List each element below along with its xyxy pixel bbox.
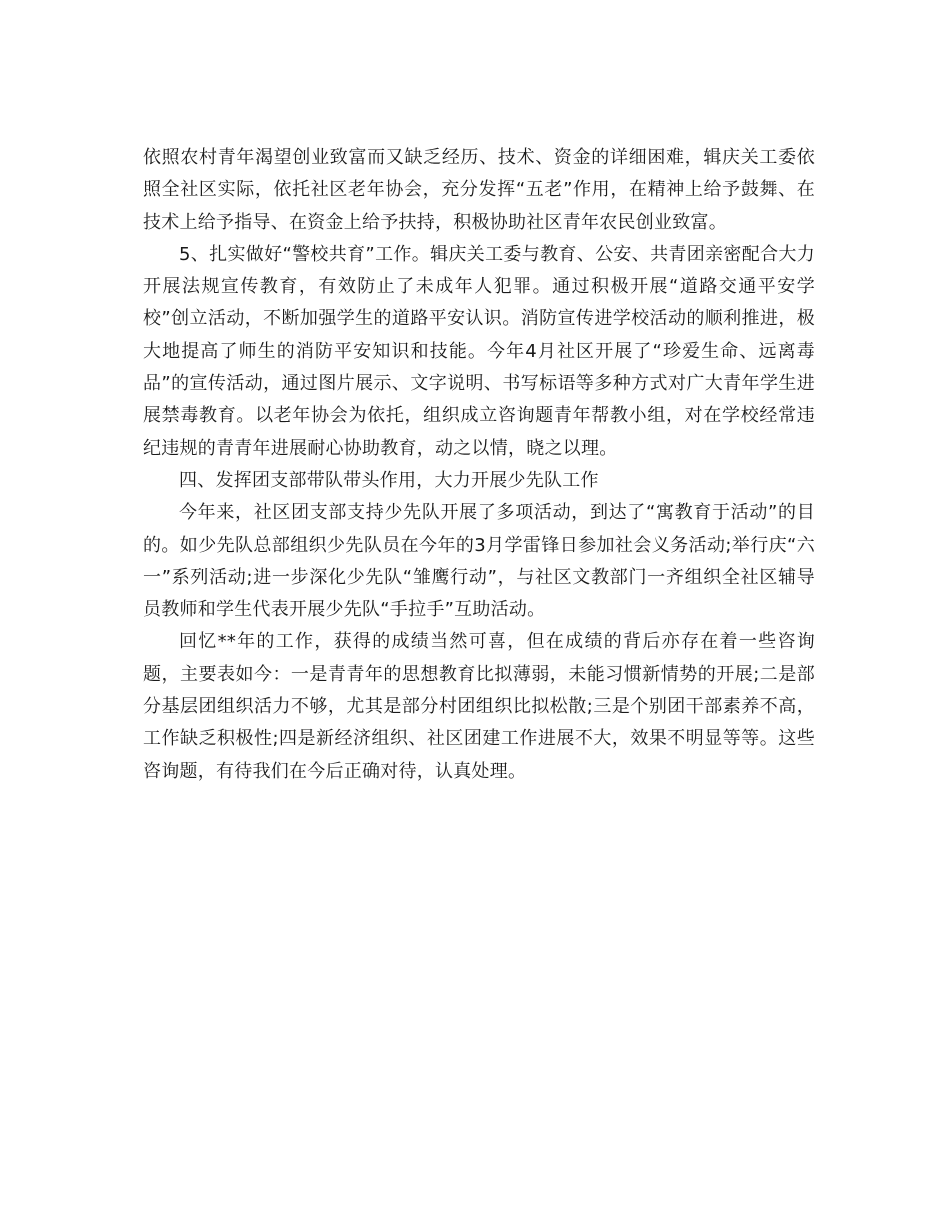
paragraph-review-and-problems: 回忆**年的工作，获得的成绩当然可喜，但在成绩的背后亦存在着一些咨询题，主要表如今：一是青青年的思想教育比拟薄弱，未能习惯新情势的开展;二是部分基层团组织活力不够，尤其是部分村团组织比拟松散;三是个别团干部素养不高，工作缺乏积极性;四是新经济组织、社区团建工作进展不大，效果不明显等等。这些咨询题，有待我们在今后正确对待，认真处理。 <box>143 631 815 782</box>
paragraph-rural-youth-entrepreneurship: 依照农村青年渴望创业致富而又缺乏经历、技术、资金的详细困难，辑庆关工委依照全社区实际，依托社区老年协会，充分发挥“五老”作用，在精神上给予鼓舞、在技术上给予指导、在资金上给予扶持，积极协助社区青年农民创业致富。 <box>143 147 815 233</box>
paragraph-young-pioneers-activities: 今年来，社区团支部支持少先队开展了多项活动，到达了“寓教育于活动”的目的。如少先队总部组织少先队员在今年的3月学雷锋日参加社会义务活动;举行庆“六一”系列活动;进一步深化少先队“雏鹰行动”，与社区文教部门一齐组织全社区辅导员教师和学生代表开展少先队“手拉手”互助活动。 <box>143 502 815 621</box>
section-heading-youth-league: 四、发挥团支部带队带头作用，大力开展少先队工作 <box>179 469 599 491</box>
paragraph-police-school-education: 5、扎实做好“警校共育”工作。辑庆关工委与教育、公安、共青团亲密配合大力开展法规宣传教育，有效防止了未成年人犯罪。通过积极开展“道路交通平安学校”创立活动，不断加强学生的道路平安认识。消防宣传进学校活动的顺利推进，极大地提高了师生的消防平安知识和技能。今年4月社区开展了“珍爱生命、远离毒品”的宣传活动，通过图片展示、文字说明、书写标语等多种方式对广大青年学生进展禁毒教育。以老年协会为依托，组织成立咨询题青年帮教小组，对在学校经常违纪违规的青青年进展耐心协助教育，动之以情，晓之以理。 <box>143 243 815 459</box>
document-body <box>143 142 815 788</box>
